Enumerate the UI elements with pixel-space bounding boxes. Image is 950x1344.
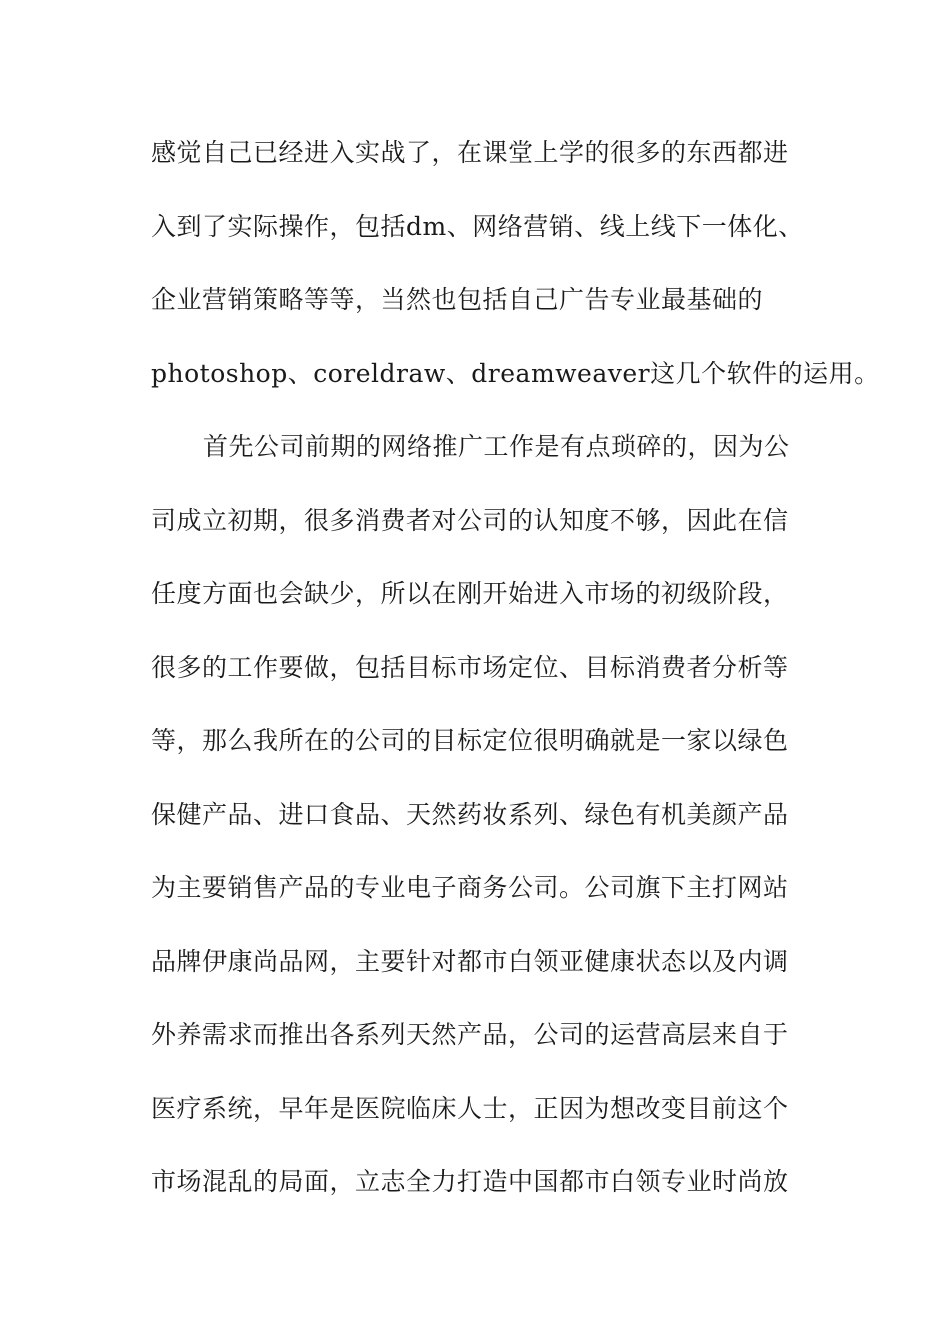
text-line: 司成立初期，很多消费者对公司的认知度不够，因此在信 [151,505,789,535]
text-line: 为主要销售产品的专业电子商务公司。公司旗下主打网站 [151,873,789,902]
text-line: 保健产品、进口食品、天然药妆系列、绿色有机美颜产品 [151,799,789,829]
text-line: 市场混乱的局面，立志全力打造中国都市白领专业时尚放 [151,1167,789,1196]
body-text [151,129,880,1232]
text-line: 企业营销策略等等，当然也包括自己广告专业最基础的 [151,285,764,314]
text-line: 等，那么我所在的公司的目标定位很明确就是一家以绿色 [151,726,789,755]
text-line: 外养需求而推出各系列天然产品，公司的运营高层来自于 [151,1020,789,1049]
paragraph-first-line: 首先公司前期的网络推广工作是有点琐碎的，因为公 [203,432,790,461]
text-line: 感觉自己已经进入实战了，在课堂上学的很多的东西都进 [151,138,789,167]
text-line: photoshop、coreldraw、dreamweaver这几个软件的运用。 [151,358,880,388]
text-line: 很多的工作要做，包括目标市场定位、目标消费者分析等 [151,652,789,682]
text-line: 入到了实际操作，包括dm、网络营销、线上线下一体化、 [151,211,804,241]
text-line: 任度方面也会缺少，所以在刚开始进入市场的初级阶段， [151,579,789,608]
text-line: 医疗系统，早年是医院临床人士，正因为想改变目前这个 [151,1093,789,1123]
text-line: 品牌伊康尚品网，主要针对都市白领亚健康状态以及内调 [151,946,789,976]
